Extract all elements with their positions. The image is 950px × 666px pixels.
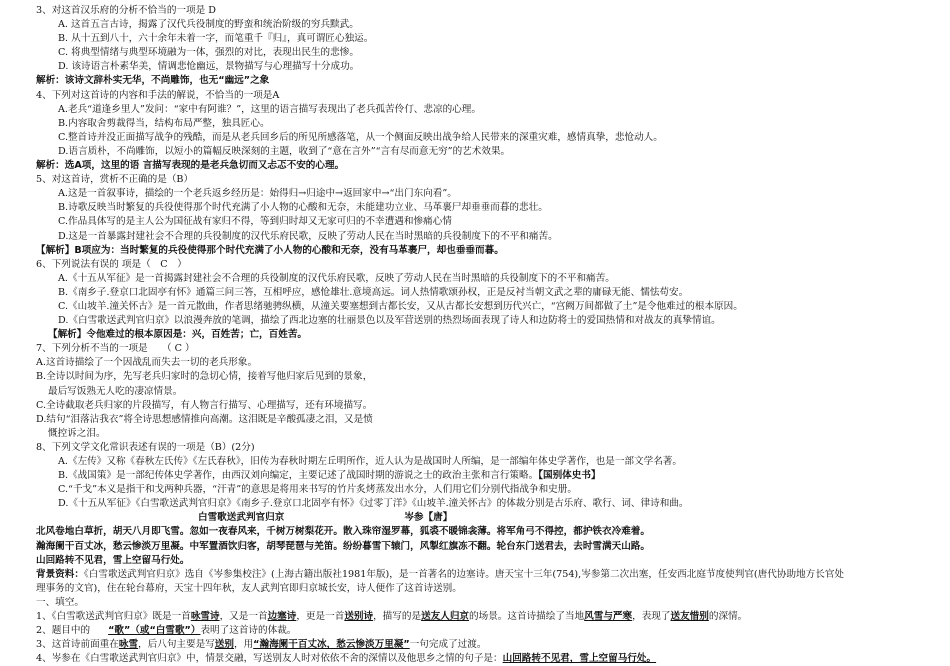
fill-q2-text: 表明了这首诗的体裁。 (200, 625, 297, 637)
fill-q3-text: 3、这首诗前面重在 (36, 639, 119, 651)
poem-line-3: 山回路转不见君，雪上空留马行处。 (36, 554, 190, 566)
question-8-stem: 8、下列文学文化常识表述有误的一项是（B）(2分) (36, 441, 255, 453)
poem-author: 岑参【唐】 (404, 512, 453, 524)
fill-q1-answer: 风雪与严寒 (584, 611, 633, 623)
question-8-option-b-text: B.《战国策》是一部纪传体史学著作，由西汉刘向编定，主要记述了战国时期的游说之士的政治主张和言行策略。 (58, 470, 539, 482)
question-7-stem: 7、下列分析不当的一项是 （ C ） (36, 343, 195, 355)
question-4-option-a: A.老兵“道逢乡里人”发问：“家中有阿谁？”，这里的语言描写表现出了老兵孤苦伶仃、悲凉的心理。 (58, 103, 481, 115)
question-7-option-d-cont: 慨控诉之泪。 (48, 427, 106, 439)
fill-q3-answer: 咏雪 (118, 639, 139, 651)
fill-q3-answer: 送别 (214, 639, 234, 651)
question-4-analysis: 解析：选A项，这里的语 言描写表现的是老兵急切而又忐忑不安的心理。 (36, 160, 345, 172)
background-line-2: 理事务的文官)，住在轮台幕府，天宝十四年秋，友人武判官即归京城长安，诗人便作了这首诗送别。 (36, 582, 462, 594)
fill-q1-text: ，更是一首 (296, 611, 345, 623)
fill-q1-answer: 送友人归京 (421, 611, 470, 623)
fill-q1-text: ，描写的是 (373, 611, 422, 623)
fill-q3-answer: “瀚海阑干百丈冰，愁云惨淡万里凝” (253, 639, 410, 651)
question-3-option-c: C. 将典型情绪与典型环境融为一体，强烈的对比，表现出民生的悲惨。 (58, 47, 359, 59)
question-5-option-c: C.作品具体写的是主人公为国征战有家归不得，等到归时却又无家可归的不幸遭遇和惨痛心情 (58, 216, 452, 228)
question-3-stem: 3、对这首汉乐府的分析不恰当的一项是 D (36, 5, 216, 16)
question-3-option-b: B. 从十五到八十，六十余年未着一字，而笔重千『归』，真可谓匠心独运。 (58, 33, 374, 45)
fill-q1-answer: 咏雪诗 (190, 611, 220, 623)
fill-q4-answer: 山回路转不见君，雪上空留马行处。 (502, 653, 657, 665)
fill-q2-answer: “歌”（或“白雪歌”） (108, 625, 201, 637)
fill-q1-text: ，表现了 (632, 611, 671, 623)
question-6-option-c: C.《山坡羊.潼关怀古》是一首元散曲，作者思绪驰骋纵横，从潼关要塞想到古都长安，又从古都长安想到历代兴亡，“宫阙万间都做了土”是令他难过的根本原因。 (58, 300, 743, 312)
question-3-option-d: D. 该诗语言朴素华美，情调悲怆幽远，景物描写与心理描写十分成功。 (58, 61, 360, 73)
question-4-stem: 4、下列对这首诗的内容和手法的解说，不恰当的一项是A (36, 89, 280, 101)
question-5-option-a: A.这是一首叙事诗，描绘的一个老兵返乡经历是：始得归→归途中→返回家中→“出门东向看”。 (58, 188, 457, 200)
fill-q2-text: 2、题目中的 (36, 625, 91, 637)
question-5-option-b: B.诗歌反映当时繁复的兵役使得那个时代充满了小人物的心酸和无奈，未能建功立业、马革裹尸却垂垂而暮的悲壮。 (58, 202, 548, 214)
poem-title: 白雪歌送武判官归京 (198, 512, 285, 524)
poem-line-1: 北风卷地白草折，胡天八月即飞雪。忽如一夜春风来，千树万树梨花开。散入珠帘湿罗幕，狐裘不暖锦衾薄。将军角弓不得控，都护铁衣冷难着。 (36, 526, 650, 538)
question-5-option-d: D.这是一首暴露封建社会不合理的兵役制度的汉代乐府民歌，反映了劳动人民在当时黑暗的兵役制度下的不平和痛苦。 (58, 230, 558, 242)
fill-question-2 (0, 624, 950, 638)
background-line-1 (0, 568, 950, 582)
question-4-option-b: B.内容取舍剪裁得当，结构布局严整，独具匠心。 (58, 117, 270, 129)
question-8-option-b (0, 469, 950, 483)
question-7-option-b-cont: 最后写饭熟无人吃的凄凉情景。 (48, 385, 183, 397)
fill-q3-text: ，用 (233, 639, 254, 651)
fill-q1-text: 的场景。这首诗描绘了当地 (469, 611, 585, 623)
question-4-option-d: D.语言质朴，不尚雕饰，以短小的篇幅反映深刻的主题，收到了“意在言外”“言有尽而意无穷”的艺术效果。 (58, 145, 511, 157)
question-5-analysis: 【解析】B项应为：当时繁复的兵役使得那个时代充满了小人物的心酸和无奈，没有马革裹尸，却也垂垂而暮。 (36, 244, 504, 256)
fill-question-1 (0, 610, 950, 624)
fill-q4-text: 4、岑参在《白雪歌送武判官归京》中，情景交融，写送别友人时对依依不舍的深情以及他思乡之情的句子是： (36, 653, 503, 665)
background-label: 背景资料： (36, 568, 84, 580)
question-3-option-a: A. 这首五言古诗，揭露了汉代兵役制度的野蛮和统治阶级的穷兵黩武。 (58, 19, 359, 31)
background-text-1: 《白雪歌送武判官归京》选自《岑参集校注》(上海古籍出版社1981年版)，是一首著名的边塞诗。唐天宝十三年(754),岑参第二次出塞，任安西北庭节度使判官(唐代协助地方长官处 (83, 568, 845, 580)
fill-q3-text: ，后八句主要是写 (138, 639, 215, 651)
fill-question-3 (0, 638, 950, 652)
question-8-option-a: A.《左传》又称《春秋左氏传》《左氏春秋》，旧传为春秋时期左丘明所作，近人认为是战国时人所编，是一部编年体史学著作，也是一部文学名著。 (58, 456, 682, 467)
question-7-option-b: B.全诗以时间为序，先写老兵归家时的急切心情，接着写他归家后见到的景象， (36, 371, 373, 383)
poem-line-2: 瀚海阑干百丈冰，愁云惨淡万里凝。中军置酒饮归客，胡琴琵琶与羌笛。纷纷暮雪下辕门，风掣红旗冻不翻。轮台东门送君去，去时雪满天山路。 (36, 540, 650, 552)
question-7-option-c: C.全诗截取老兵归家的片段描写，有人物言行描写、心理描写，还有环境描写。 (36, 399, 373, 411)
question-8-option-b-correction: 【国别体史书】 (538, 470, 601, 482)
fill-q1-text: 的深情。 (708, 611, 748, 623)
fill-heading: 一、填空。 (36, 596, 84, 608)
question-6-option-d: D.《白雪歌送武判官归京》以浪漫奔放的笔调，描绘了西北边塞的壮丽景色以及军营送别的热烈场面表现了诗人和边防将士的爱国热情和对战友的真挚情谊。 (58, 315, 721, 327)
question-3-analysis: 解析：该诗文辞朴实无华，不尚雕饰，也无“幽远”之象 (36, 75, 270, 87)
question-7-option-a: A.这首诗描绘了一个因战乱而失去一切的老兵形象。 (36, 357, 258, 369)
fill-question-4 (0, 652, 950, 666)
fill-q1-answer: 送别诗 (344, 611, 374, 623)
question-6-option-a: A.《十五从军征》是一首揭露封建社会不合理的兵役制度的汉代乐府民歌，反映了劳动人民在当时黑暗的兵役制度下的不平和痛苦。 (58, 272, 615, 284)
question-6-analysis: 【解析】令他难过的根本原因是：兴，百姓苦；亡，百姓苦。 (48, 329, 308, 341)
fill-q1-answer: 边塞诗 (267, 611, 297, 623)
question-4-option-c: C.整首诗并没正面描写战争的残酷，而是从老兵回乡后的所见所感落笔，从一个侧面反映出战争给人民带来的深重灾难，感情真挚，悲怆动人。 (58, 131, 663, 143)
fill-q1-text: 1、《白雪歌送武判官归京》既是一首 (36, 611, 191, 623)
question-8-option-d: D.《十五从军征》《白雪歌送武判官归京》《南乡子.登京口北固亭有怀》《过零丁洋》《山坡羊.潼关怀古》的体裁分别是古乐府、歌行、词、律诗和曲。 (58, 498, 689, 510)
question-8-option-c: C.“千戈”本义是指干和戈两种兵器，“汗青”的意思是将用来书写的竹片炙烤蒸发出水分，人们用它们分别代指战争和史册。 (58, 484, 577, 496)
poem-title-line (0, 511, 950, 525)
fill-q1-answer: 送友惜别 (670, 611, 709, 623)
fill-q1-text: ，又是一首 (219, 611, 268, 623)
question-6-stem: 6、下列说法有误的 项是（ C ） (36, 258, 187, 270)
fill-q3-text: 一句完成了过渡。 (409, 639, 487, 651)
question-7-option-d: D.结句“泪落沾我衣”将全诗思想感情推向高潮。这泪既是辛酸孤凄之泪，又是愤 (36, 413, 373, 425)
question-6-option-b: B.《南乡子.登京口北固亭有怀》通篇三问三答，互相呼应，感怆雄壮.意境高远。词人热情歌颂孙权，正是反衬当朝文武之辈的庸碌无能、懦怯苟安。 (58, 286, 689, 298)
question-5-stem: 5、对这首诗，赏析不正确的是（B） (36, 174, 194, 186)
